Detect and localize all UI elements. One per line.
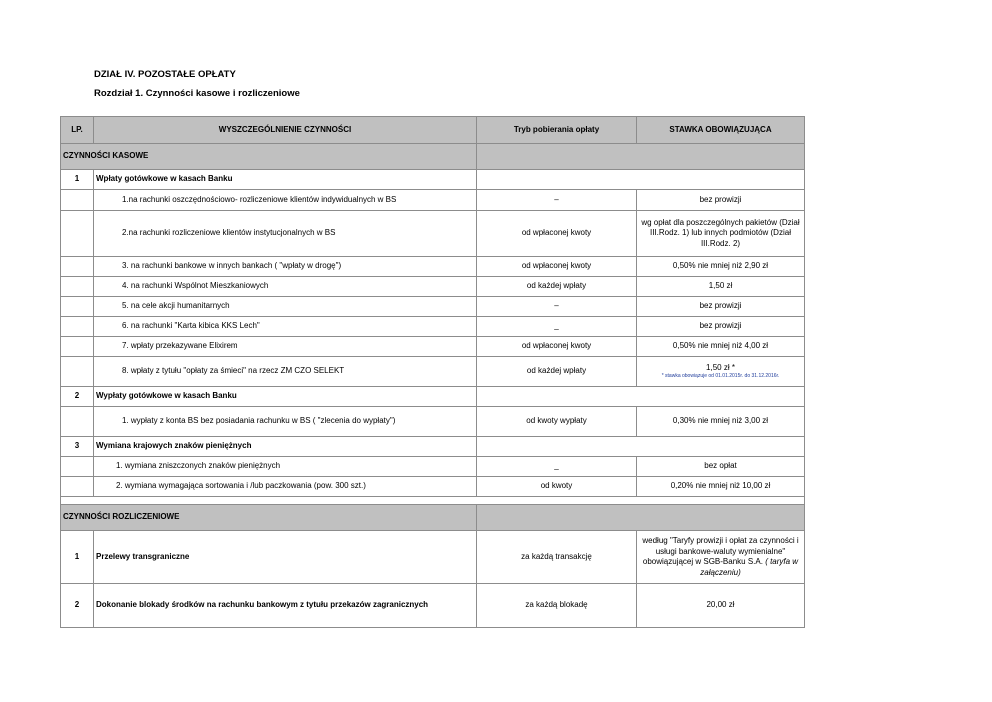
fee-table: [60, 116, 805, 628]
row-mode: od każdej wpłaty: [477, 357, 637, 387]
section-title: DZIAŁ IV. POZOSTAŁE OPŁATY: [94, 69, 236, 80]
table-row: [61, 190, 805, 211]
row-rate-cell: [637, 357, 805, 387]
group-row: [61, 170, 805, 190]
group-row: [61, 387, 805, 407]
row-mode: –: [477, 297, 637, 317]
spacer-row: [61, 497, 805, 505]
row-rate: wg opłat dla poszczególnych pakietów (Dział III.Rodz. 1) lub innych podmiotów (Dział III.Rodz. 2): [637, 211, 805, 257]
group-title: Wpłaty gotówkowe w kasach Banku: [94, 170, 477, 190]
row-rate: według "Taryfy prowizji i opłat za czynności i usługi bankowe-waluty wymienialne" obowiązującej w SGB-Banku S.A.: [642, 536, 799, 566]
section-label-cash: CZYNNOŚCI KASOWE: [61, 144, 477, 170]
row-rate: 0,20% nie mniej niż 10,00 zł: [637, 477, 805, 497]
group-lp: 3: [61, 437, 94, 457]
header-lp: LP.: [61, 117, 94, 144]
table-row: [61, 297, 805, 317]
row-mode: –: [477, 190, 637, 211]
row-description: 1. wymiana zniszczonych znaków pieniężnych: [94, 457, 477, 477]
header-rate: STAWKA OBOWIĄZUJĄCA: [637, 117, 805, 144]
header-description: WYSZCZEGÓLNIENIE CZYNNOŚCI: [94, 117, 477, 144]
row-description: 4. na rachunki Wspólnot Mieszkaniowych: [94, 277, 477, 297]
row-lp: 2: [61, 584, 94, 628]
row-lp: 1: [61, 531, 94, 584]
chapter-title: Rozdział 1. Czynności kasowe i rozliczeniowe: [94, 88, 300, 99]
section-label-settlement: CZYNNOŚCI ROZLICZENIOWE: [61, 505, 477, 531]
table-row: [61, 257, 805, 277]
row-description: 3. na rachunki bankowe w innych bankach ( "wpłaty w drogę"): [94, 257, 477, 277]
section-row-settlement: [61, 505, 805, 531]
row-rate: bez prowizji: [637, 190, 805, 211]
row-mode: od kwoty: [477, 477, 637, 497]
table-row: [61, 211, 805, 257]
row-description: Przelewy transgraniczne: [94, 531, 477, 584]
row-description: 5. na cele akcji humanitarnych: [94, 297, 477, 317]
header-mode: Tryb pobierania opłaty: [477, 117, 637, 144]
table-row: [61, 584, 805, 628]
row-description: 7. wpłaty przekazywane Elixirem: [94, 337, 477, 357]
row-rate: bez opłat: [637, 457, 805, 477]
row-description: 2.na rachunki rozliczeniowe klientów instytucjonalnych w BS: [94, 211, 477, 257]
row-description: 6. na rachunki "Karta kibica KKS Lech": [94, 317, 477, 337]
row-description: 1.na rachunki oszczędnościowo- rozliczeniowe klientów indywidualnych w BS: [94, 190, 477, 211]
row-mode: od kwoty wypłaty: [477, 407, 637, 437]
row-mode: za każdą blokadę: [477, 584, 637, 628]
row-mode: od wpłaconej kwoty: [477, 257, 637, 277]
row-rate: 0,50% nie mniej niż 4,00 zł: [637, 337, 805, 357]
row-mode: od każdej wpłaty: [477, 277, 637, 297]
group-row: [61, 437, 805, 457]
row-rate: bez prowizji: [637, 297, 805, 317]
table-header-row: [61, 117, 805, 144]
row-description: 1. wypłaty z konta BS bez posiadania rachunku w BS ( "zlecenia do wypłaty"): [94, 407, 477, 437]
group-lp: 2: [61, 387, 94, 407]
row-mode: za każdą transakcję: [477, 531, 637, 584]
row-description: 8. wpłaty z tytułu "opłaty za śmieci" na rzecz ZM CZO SELEKT: [94, 357, 477, 387]
row-rate: 1,50 zł *: [706, 362, 735, 372]
row-rate: 20,00 zł: [637, 584, 805, 628]
table-row: [61, 477, 805, 497]
group-title: Wypłaty gotówkowe w kasach Banku: [94, 387, 477, 407]
section-row-cash: [61, 144, 805, 170]
table-row: [61, 337, 805, 357]
row-mode: od wpłaconej kwoty: [477, 211, 637, 257]
table-row: [61, 407, 805, 437]
table-row: [61, 277, 805, 297]
row-rate-italic: ( taryfa w załączeniu): [700, 557, 799, 577]
table-row: [61, 457, 805, 477]
row-rate-cell: [637, 531, 805, 584]
row-rate: 1,50 zł: [637, 277, 805, 297]
table-row: [61, 317, 805, 337]
table-row: [61, 531, 805, 584]
row-description: 2. wymiana wymagająca sortowania i /lub paczkowania (pow. 300 szt.): [94, 477, 477, 497]
row-description: Dokonanie blokady środków na rachunku bankowym z tytułu przekazów zagranicznych: [94, 584, 477, 628]
row-rate: 0,30% nie mniej niż 3,00 zł: [637, 407, 805, 437]
row-mode: _: [477, 317, 637, 337]
row-mode: _: [477, 457, 637, 477]
rate-footnote: * stawka obowiązuje od 01.01.2015r. do 31.12.2016r.: [661, 373, 780, 380]
table-row: [61, 357, 805, 387]
group-lp: 1: [61, 170, 94, 190]
row-mode: od wpłaconej kwoty: [477, 337, 637, 357]
row-rate: bez prowizji: [637, 317, 805, 337]
row-rate: 0,50% nie mniej niż 2,90 zł: [637, 257, 805, 277]
group-title: Wymiana krajowych znaków pieniężnych: [94, 437, 477, 457]
